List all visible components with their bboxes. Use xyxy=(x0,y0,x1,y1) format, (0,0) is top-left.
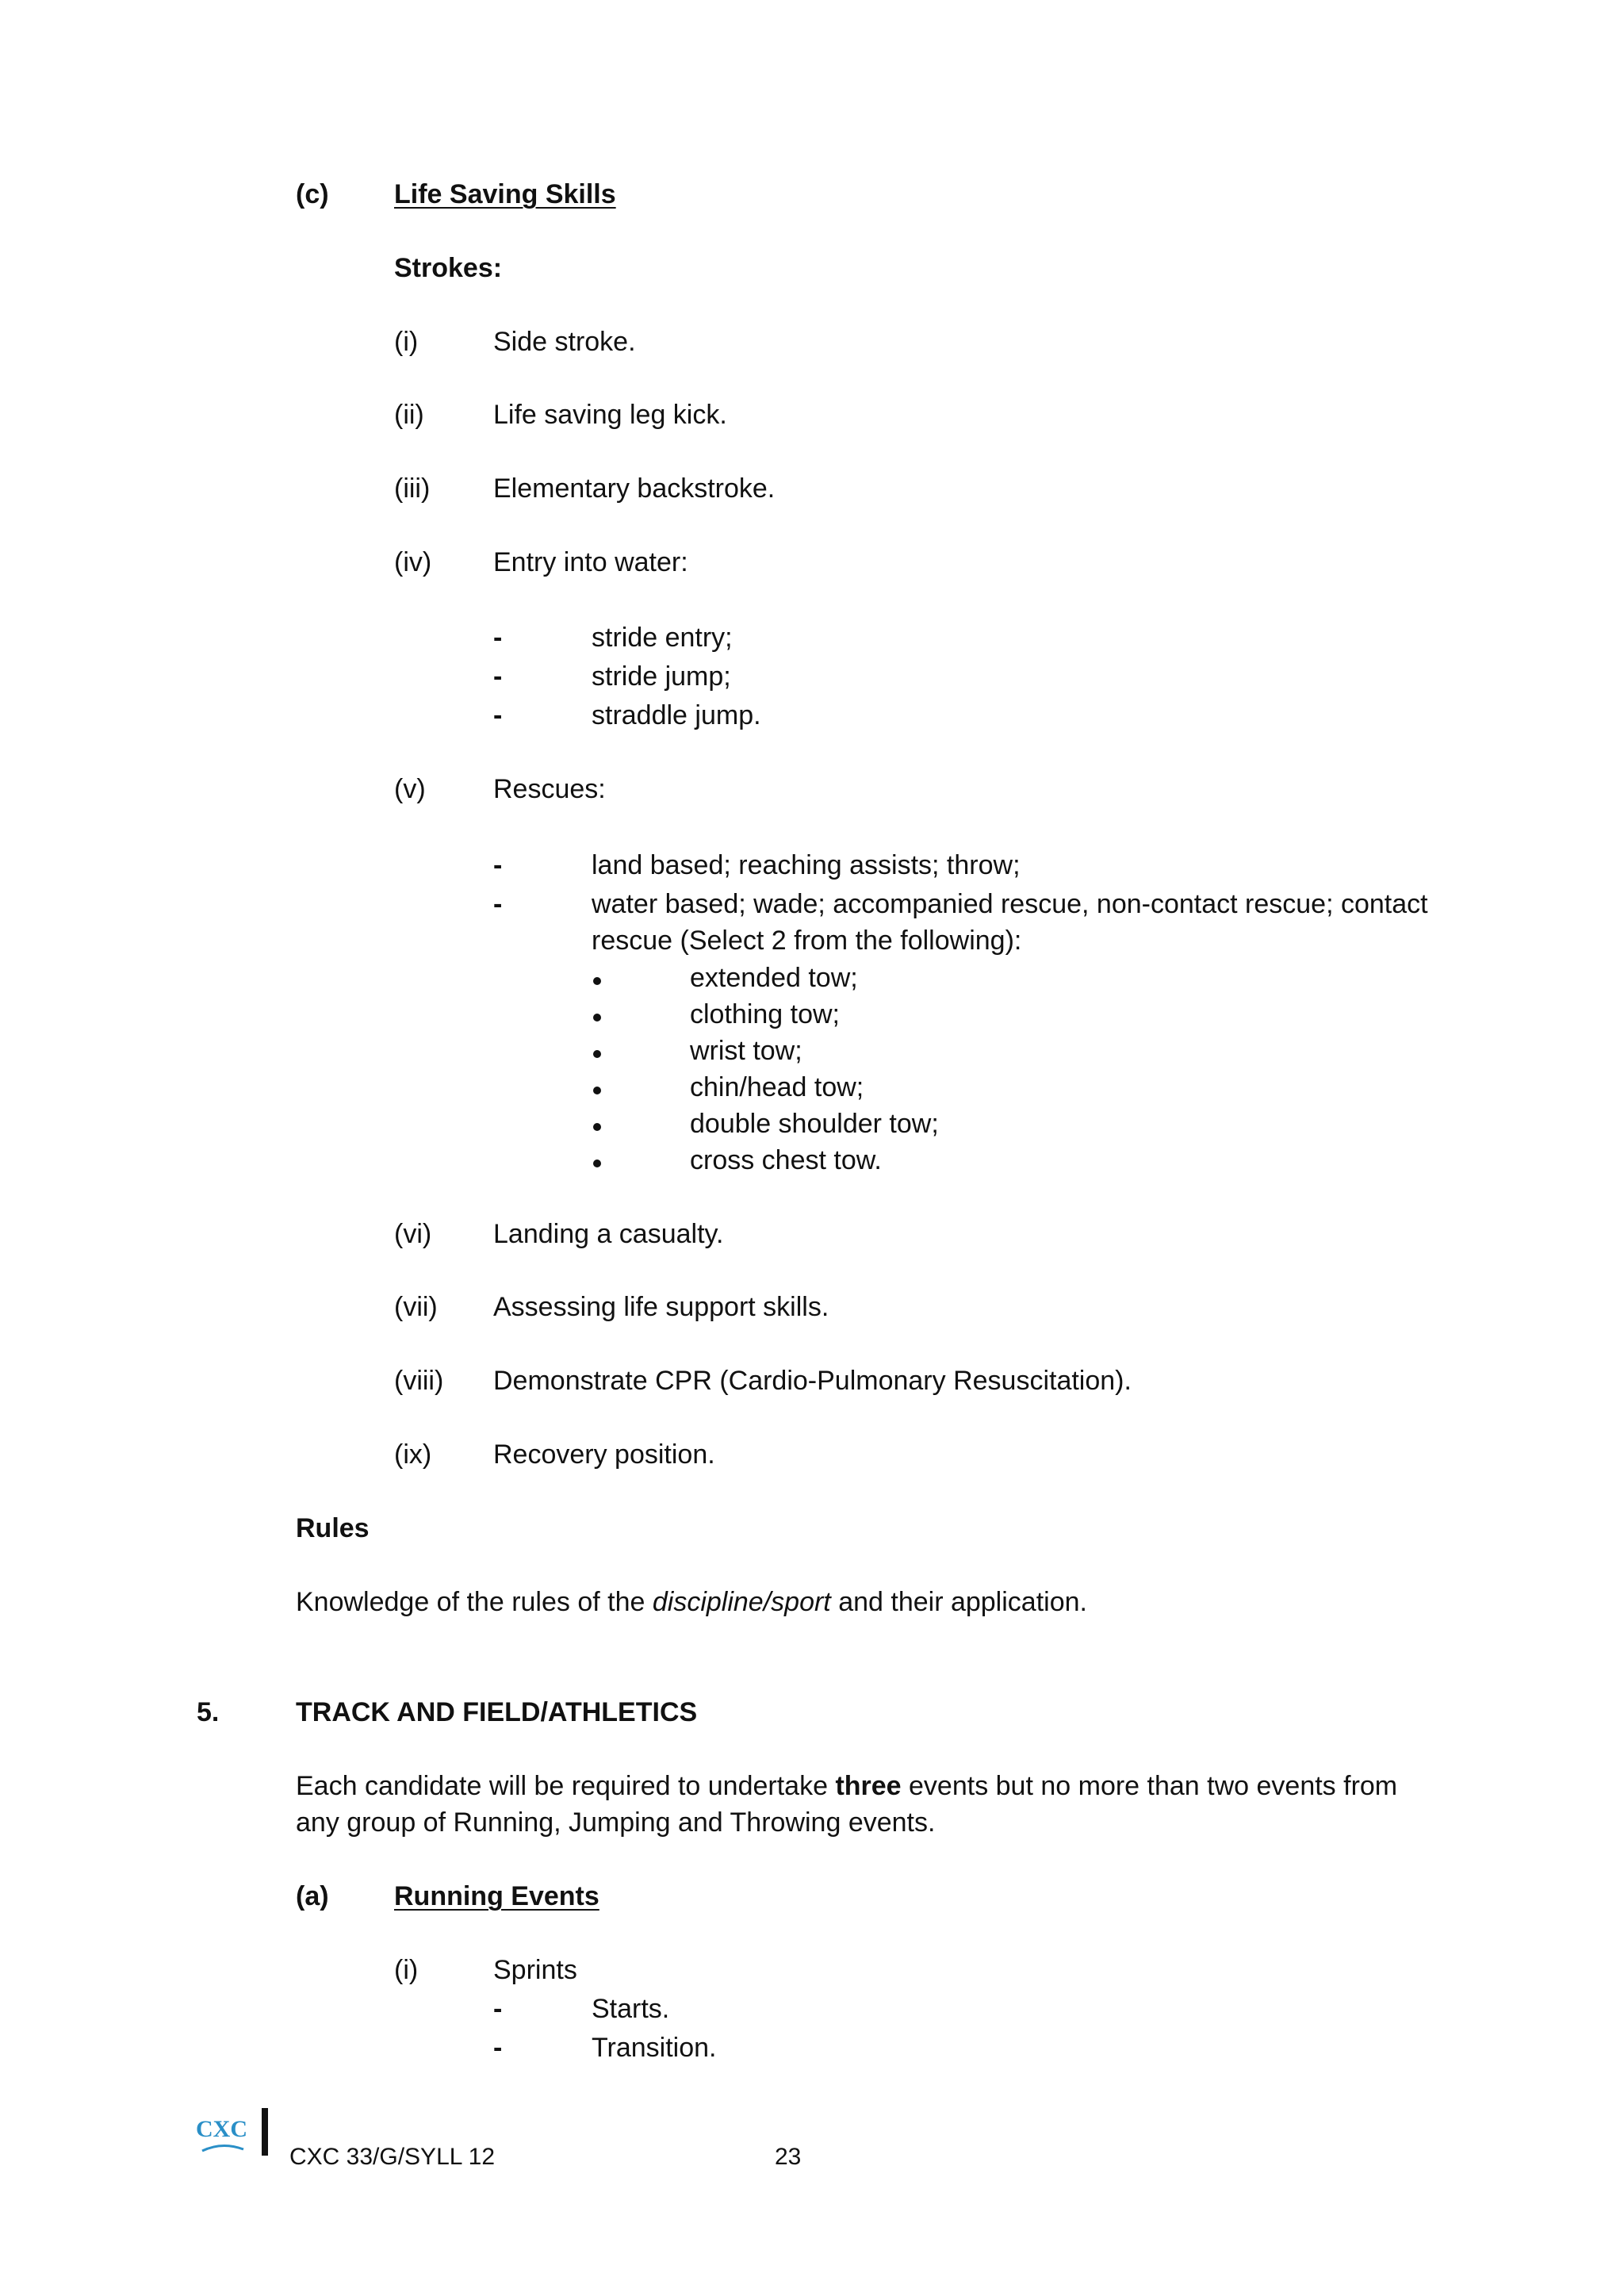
dash-bullet: - xyxy=(493,700,503,730)
bullet-icon xyxy=(593,1159,601,1167)
section-5-paragraph: Each candidate will be required to undertake three events but no more than two events from xyxy=(296,1771,1398,1801)
section-5-title: TRACK AND FIELD/ATHLETICS xyxy=(296,1697,698,1727)
bullet-icon xyxy=(593,977,601,985)
section-5a-title: Running Events xyxy=(394,1881,599,1911)
page-number: 23 xyxy=(775,2144,802,2170)
item-num: (v) xyxy=(394,774,426,804)
item-text: Rescues: xyxy=(493,774,606,804)
sprints-num: (i) xyxy=(394,1955,419,1985)
item-text: Landing a casualty. xyxy=(493,1219,724,1249)
item-num: (viii) xyxy=(394,1366,444,1396)
dash-bullet: - xyxy=(493,850,503,880)
item-num: (i) xyxy=(394,327,419,357)
entry-subitem: stride jump; xyxy=(592,661,731,692)
item-text: Demonstrate CPR (Cardio-Pulmonary Resuscitation). xyxy=(493,1366,1132,1396)
sprints-text: Sprints xyxy=(493,1955,577,1985)
item-text: Elementary backstroke. xyxy=(493,473,776,504)
item-text: Assessing life support skills. xyxy=(493,1292,829,1322)
entry-subitem: straddle jump. xyxy=(592,700,761,730)
item-text: Life saving leg kick. xyxy=(493,400,727,430)
sprint-item: Transition. xyxy=(592,2033,717,2063)
rescue-subitem: land based; reaching assists; throw; xyxy=(592,850,1021,880)
item-num: (ix) xyxy=(394,1439,432,1470)
rules-heading: Rules xyxy=(296,1513,370,1543)
item-num: (ii) xyxy=(394,400,424,430)
item-num: (vi) xyxy=(394,1219,432,1249)
tow-item: wrist tow; xyxy=(690,1036,802,1066)
dash-bullet: - xyxy=(493,2033,503,2063)
item-num: (vii) xyxy=(394,1292,438,1322)
dash-bullet: - xyxy=(493,889,503,919)
section-5a-label: (a) xyxy=(296,1881,329,1911)
tow-item: chin/head tow; xyxy=(690,1072,864,1102)
bullet-icon xyxy=(593,1087,601,1094)
rescue-subitem: water based; wade; accompanied rescue, non-contact rescue; contact xyxy=(592,889,1428,919)
dash-bullet: - xyxy=(493,661,503,692)
section-5-number: 5. xyxy=(197,1697,220,1727)
item-num: (iii) xyxy=(394,473,431,504)
section-5-paragraph-line2: any group of Running, Jumping and Throwing events. xyxy=(296,1807,936,1838)
section-c-title: Life Saving Skills xyxy=(394,179,616,209)
item-text: Recovery position. xyxy=(493,1439,715,1470)
tow-item: clothing tow; xyxy=(690,999,840,1029)
sprint-item: Starts. xyxy=(592,1994,670,2024)
bullet-icon xyxy=(593,1050,601,1058)
entry-subitem: stride entry; xyxy=(592,623,733,653)
strokes-heading: Strokes: xyxy=(394,253,503,283)
bullet-icon xyxy=(593,1014,601,1022)
svg-text:CXC: CXC xyxy=(196,2116,247,2142)
tow-item: double shoulder tow; xyxy=(690,1109,939,1139)
cxc-logo-icon xyxy=(194,2113,250,2160)
item-text: Entry into water: xyxy=(493,547,688,577)
tow-item: extended tow; xyxy=(690,963,858,993)
rescue-subitem-cont: rescue (Select 2 from the following): xyxy=(592,926,1022,956)
rules-text: Knowledge of the rules of the discipline/sport and their application. xyxy=(296,1587,1087,1617)
footer-code: CXC 33/G/SYLL 12 xyxy=(289,2144,496,2170)
dash-bullet: - xyxy=(493,1994,503,2024)
item-num: (iv) xyxy=(394,547,432,577)
bullet-icon xyxy=(593,1123,601,1131)
section-c-label: (c) xyxy=(296,179,329,209)
dash-bullet: - xyxy=(493,623,503,653)
item-text: Side stroke. xyxy=(493,327,636,357)
footer-divider xyxy=(262,2108,268,2156)
tow-item: cross chest tow. xyxy=(690,1145,882,1175)
